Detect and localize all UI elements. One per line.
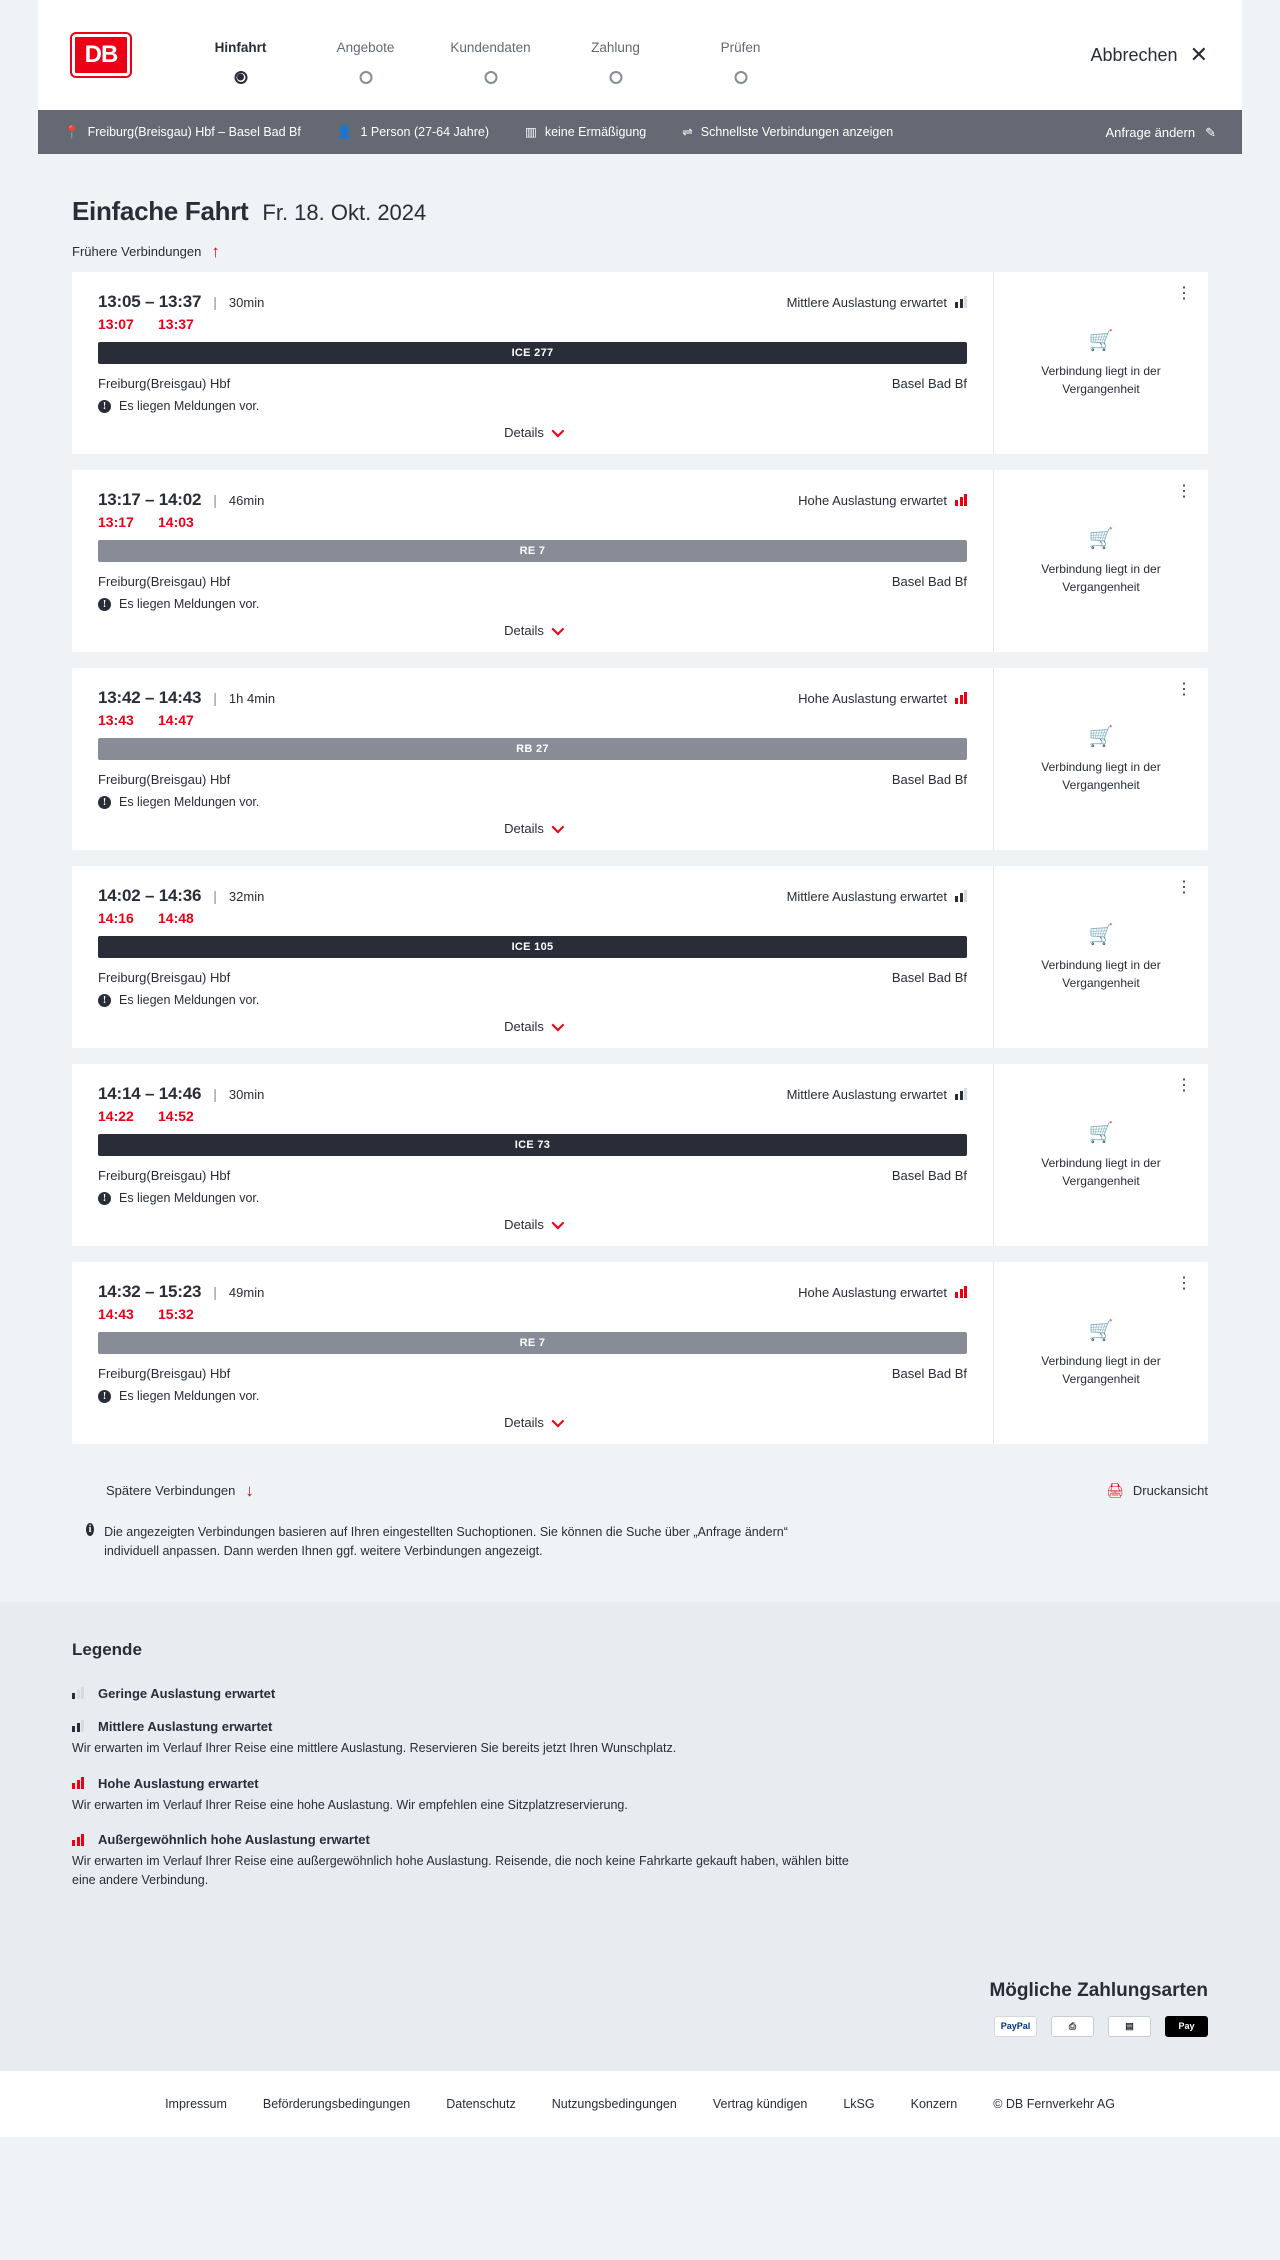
realtime-times: [98, 514, 967, 530]
step-dot-icon: [484, 71, 497, 84]
shopping-cart-icon: 🛒: [1088, 1320, 1114, 1343]
train-bar: ICE 73: [98, 1134, 967, 1156]
step-zahlung[interactable]: [553, 40, 678, 71]
close-icon[interactable]: ✕: [1189, 42, 1208, 67]
time-separator: |: [213, 1284, 217, 1300]
legend-item-head: [72, 1686, 1208, 1701]
departure-station: Freiburg(Breisgau) Hbf: [98, 376, 231, 391]
person-icon: 👤: [336, 124, 353, 139]
shopping-cart-icon: 🛒: [1088, 528, 1114, 551]
details-toggle-button[interactable]: [98, 1415, 967, 1430]
legend-title: Legende: [72, 1639, 142, 1659]
footer-link[interactable]: Nutzungsbedingungen: [551, 2096, 677, 2111]
train-bar: ICE 105: [98, 936, 967, 958]
chevron-down-icon: [551, 425, 564, 438]
past-connection-label: Verbindung liegt in der Vergangenheit: [1041, 364, 1161, 396]
realtime-departure: 14:43: [98, 1306, 134, 1322]
connection-header: [98, 1084, 967, 1104]
past-connection-label: Verbindung liegt in der Vergangenheit: [1041, 958, 1161, 990]
shopping-cart-icon: 🛒: [1088, 726, 1114, 749]
utilization-bars-icon: [955, 494, 967, 506]
utilization-indicator: [798, 691, 967, 706]
realtime-times: [98, 1306, 967, 1322]
service-message-text: Es liegen Meldungen vor.: [119, 1191, 260, 1205]
chevron-down-icon: [551, 1415, 564, 1428]
utilization-bars-icon: [72, 1720, 84, 1732]
connection-duration: 30min: [228, 294, 265, 310]
arrival-station: Basel Bad Bf: [891, 376, 967, 391]
details-label: Details: [504, 1217, 544, 1232]
printer-icon: 🖨: [1106, 1482, 1124, 1498]
exclamation-icon: !: [98, 1390, 111, 1403]
service-message[interactable]: [98, 993, 967, 1007]
train-bar: ICE 277: [98, 342, 967, 364]
service-message[interactable]: [98, 1389, 967, 1403]
stations-row: [98, 376, 967, 391]
realtime-departure: 14:16: [98, 910, 134, 926]
departure-station: Freiburg(Breisgau) Hbf: [98, 772, 231, 787]
connection-action-panel: [993, 668, 1208, 850]
connection-header: [98, 1282, 967, 1302]
connection-details: [72, 1262, 993, 1444]
footer-copyright: © DB Fernverkehr AG: [993, 2096, 1115, 2111]
connection-duration: 32min: [228, 888, 265, 904]
step-label: Zahlung: [591, 39, 640, 55]
legend-item-label: Mittlere Auslastung erwartet: [98, 1718, 273, 1734]
time-separator: |: [213, 294, 217, 310]
info-icon: i: [86, 1523, 94, 1536]
footer-link[interactable]: Beförderungsbedingungen: [262, 2096, 411, 2111]
service-message[interactable]: [98, 795, 967, 809]
connection-card[interactable]: [72, 1064, 1208, 1246]
footer-link[interactable]: Impressum: [165, 2096, 227, 2111]
page-title-row: [38, 154, 1242, 227]
legend-item-label: Außergewöhnlich hohe Auslastung erwartet: [98, 1832, 370, 1848]
utilization-indicator: [798, 1285, 967, 1300]
utilization-label: Mittlere Auslastung erwartet: [786, 1086, 947, 1102]
connection-details: [72, 668, 993, 850]
details-label: Details: [504, 1415, 544, 1430]
payment-methods-section: [0, 1952, 1280, 2071]
legend-item-head: [72, 1776, 1208, 1791]
details-label: Details: [504, 623, 544, 638]
list-footer: [38, 1460, 1242, 1511]
chevron-down-icon: [551, 1019, 564, 1032]
legend-item: [72, 1776, 1208, 1815]
sort-icon: ⇌: [682, 124, 693, 139]
utilization-label: Hohe Auslastung erwartet: [798, 492, 947, 508]
legend-item: [72, 1686, 1208, 1701]
realtime-departure: 13:07: [98, 316, 134, 332]
connections-list: [38, 272, 1242, 1444]
connection-card[interactable]: [72, 470, 1208, 652]
connection-header: [98, 490, 967, 510]
more-options-icon[interactable]: ⋮: [1176, 1077, 1192, 1094]
step-kundendaten[interactable]: [428, 40, 553, 71]
service-message-text: Es liegen Meldungen vor.: [119, 597, 260, 611]
connection-action-panel: [993, 1262, 1208, 1444]
details-label: Details: [504, 1019, 544, 1034]
step-dot-icon: [234, 71, 247, 84]
connection-duration: 1h 4min: [228, 690, 276, 706]
utilization-bars-icon: [955, 692, 967, 704]
connection-card[interactable]: [72, 272, 1208, 454]
service-message[interactable]: [98, 1191, 967, 1205]
arrival-station: Basel Bad Bf: [891, 1366, 967, 1381]
legend-item-label: Geringe Auslastung erwartet: [98, 1685, 276, 1701]
legend-item-desc: Wir erwarten im Verlauf Ihrer Reise eine mittlere Auslastung. Reservieren Sie bereits jetzt Ihren Wunschplatz.: [72, 1740, 677, 1755]
edit-query-button[interactable]: [1105, 125, 1220, 140]
search-options-note: [38, 1511, 838, 1602]
arrival-station: Basel Bad Bf: [891, 970, 967, 985]
realtime-departure: 13:43: [98, 712, 134, 728]
query-discount-label: keine Ermäßigung: [544, 125, 647, 139]
utilization-bars-icon: [72, 1834, 84, 1846]
time-separator: |: [213, 1086, 217, 1102]
pencil-icon: ✎: [1205, 124, 1216, 140]
more-options-icon[interactable]: ⋮: [1176, 1275, 1192, 1292]
details-toggle-button[interactable]: [98, 623, 967, 638]
utilization-bars-icon: [72, 1777, 84, 1789]
connection-time-range: 13:42 – 14:43: [98, 688, 202, 707]
connection-time-range: 13:05 – 13:37: [98, 292, 202, 311]
query-passengers-label: 1 Person (27-64 Jahre): [360, 125, 489, 139]
arrival-station: Basel Bad Bf: [891, 772, 967, 787]
cancel-label: Abbrechen: [1090, 44, 1178, 65]
past-connection-label: Verbindung liegt in der Vergangenheit: [1041, 562, 1161, 594]
travel-date: Fr. 18. Okt. 2024: [262, 200, 427, 225]
utilization-indicator: [798, 493, 967, 508]
connection-time-range: 14:32 – 15:23: [98, 1282, 202, 1301]
connection-duration: 30min: [228, 1086, 265, 1102]
footer-link[interactable]: Datenschutz: [446, 2096, 516, 2111]
connection-action-panel: [993, 272, 1208, 454]
realtime-arrival: 13:37: [158, 316, 194, 332]
query-route-label: Freiburg(Breisgau) Hbf – Basel Bad Bf: [87, 125, 301, 139]
utilization-indicator: [787, 889, 967, 904]
connection-time-range: 14:14 – 14:46: [98, 1084, 202, 1103]
more-options-icon[interactable]: ⋮: [1176, 879, 1192, 896]
utilization-label: Hohe Auslastung erwartet: [798, 1284, 947, 1300]
footer-link[interactable]: Vertrag kündigen: [712, 2096, 808, 2111]
later-connections-label: Spätere Verbindungen: [106, 1483, 236, 1498]
utilization-bars-icon: [955, 890, 967, 902]
time-separator: |: [213, 690, 217, 706]
arrow-down-icon: ↓: [245, 1481, 254, 1500]
shopping-cart-icon: 🛒: [1088, 330, 1114, 353]
step-hinfahrt[interactable]: [178, 40, 303, 71]
connection-card[interactable]: [72, 1262, 1208, 1444]
earlier-connections-label: Frühere Verbindungen: [72, 244, 202, 259]
exclamation-icon: !: [98, 994, 111, 1007]
realtime-departure: 14:22: [98, 1108, 134, 1124]
past-connection-label: Verbindung liegt in der Vergangenheit: [1041, 1156, 1161, 1188]
shopping-cart-icon: 🛒: [1088, 924, 1114, 947]
cancel-button[interactable]: [1090, 44, 1208, 66]
service-message-text: Es liegen Meldungen vor.: [119, 795, 260, 809]
connection-action-panel: [993, 1064, 1208, 1246]
credit-card-icon: ▤: [1108, 2016, 1151, 2037]
realtime-times: [98, 316, 967, 332]
time-separator: |: [213, 492, 217, 508]
realtime-arrival: 15:32: [158, 1306, 194, 1322]
query-sorting-label: Schnellste Verbindungen anzeigen: [700, 125, 894, 139]
legend-section: [0, 1602, 1280, 1952]
more-options-icon[interactable]: ⋮: [1176, 681, 1192, 698]
connection-details: [72, 1064, 993, 1246]
connection-duration: 49min: [228, 1284, 265, 1300]
realtime-times: [98, 1108, 967, 1124]
legend-item-desc: Wir erwarten im Verlauf Ihrer Reise eine außergewöhnlich hohe Auslastung. Reisende, die noch keine Fahrkarte gekauft haben, wählen bitte eine andere Verbindung.: [72, 1854, 849, 1887]
realtime-arrival: 14:48: [158, 910, 194, 926]
bahncard-icon: ▥: [525, 124, 537, 139]
utilization-bars-icon: [955, 1286, 967, 1298]
step-dot-icon: [734, 71, 747, 84]
train-bar: RE 7: [98, 1332, 967, 1354]
connection-action-panel: [993, 866, 1208, 1048]
connection-details: [72, 470, 993, 652]
apple-pay-icon: Pay: [1165, 2016, 1208, 2037]
exclamation-icon: !: [98, 400, 111, 413]
shopping-cart-icon: 🛒: [1088, 1122, 1114, 1145]
stations-row: [98, 970, 967, 985]
step-dot-icon: [359, 71, 372, 84]
step-label: Hinfahrt: [214, 39, 267, 55]
connection-details: [72, 272, 993, 454]
more-options-icon[interactable]: ⋮: [1176, 483, 1192, 500]
service-message-text: Es liegen Meldungen vor.: [119, 399, 260, 413]
stations-row: [98, 772, 967, 787]
chevron-down-icon: [551, 623, 564, 636]
later-connections-button[interactable]: [72, 1460, 288, 1511]
details-toggle-button[interactable]: [98, 1217, 967, 1232]
utilization-label: Mittlere Auslastung erwartet: [786, 294, 947, 310]
location-pin-icon: 📍: [64, 124, 80, 139]
details-toggle-button[interactable]: [98, 425, 967, 440]
details-toggle-button[interactable]: [98, 821, 967, 836]
earlier-connections-button[interactable]: [38, 227, 1242, 272]
query-sorting[interactable]: [664, 125, 911, 139]
utilization-bars-icon: [72, 1687, 84, 1699]
departure-station: Freiburg(Breisgau) Hbf: [98, 1168, 231, 1183]
legend-item-head: [72, 1832, 1208, 1847]
connection-header: [98, 688, 967, 708]
chevron-down-icon: [551, 821, 564, 834]
query-discount[interactable]: [507, 125, 664, 139]
connection-time-range: 14:02 – 14:36: [98, 886, 202, 905]
legend-items: [72, 1686, 1208, 1890]
stations-row: [98, 574, 967, 589]
app-header: [38, 0, 1242, 110]
step-label: Angebote: [336, 39, 395, 55]
exclamation-icon: !: [98, 1192, 111, 1205]
footer-link[interactable]: LkSG: [843, 2096, 875, 2111]
legend-item-head: [72, 1719, 1208, 1734]
departure-station: Freiburg(Breisgau) Hbf: [98, 970, 231, 985]
paypal-icon: PayPal: [994, 2016, 1037, 2037]
payment-methods-title: Mögliche Zahlungsarten: [989, 1979, 1208, 2001]
realtime-arrival: 14:52: [158, 1108, 194, 1124]
query-summary-bar: [38, 110, 1242, 154]
direct-debit-icon: ⎙: [1051, 2016, 1094, 2037]
footer-link[interactable]: Konzern: [910, 2096, 958, 2111]
connection-time-range: 13:17 – 14:02: [98, 490, 202, 509]
more-options-icon[interactable]: ⋮: [1176, 285, 1192, 302]
utilization-indicator: [787, 1087, 967, 1102]
print-view-button[interactable]: [1106, 1460, 1208, 1511]
site-footer: [0, 2071, 1280, 2137]
search-options-note-text: Die angezeigten Verbindungen basieren auf Ihren eingestellten Suchoptionen. Sie können die Suche über „Anfrage ändern“ individuell anpassen. Dann werden Ihnen ggf. weitere Verbindungen angezeigt.: [104, 1525, 788, 1559]
page-title: Einfache Fahrt: [72, 196, 249, 226]
departure-station: Freiburg(Breisgau) Hbf: [98, 574, 231, 589]
checkout-stepper: [178, 40, 803, 71]
arrival-station: Basel Bad Bf: [891, 1168, 967, 1183]
step-angebote[interactable]: [303, 40, 428, 71]
payment-icons: [994, 2016, 1208, 2037]
utilization-indicator: [787, 295, 967, 310]
departure-station: Freiburg(Breisgau) Hbf: [98, 1366, 231, 1381]
utilization-bars-icon: [955, 1088, 967, 1100]
query-route[interactable]: [60, 125, 319, 139]
train-bar: RB 27: [98, 738, 967, 760]
connection-card[interactable]: [72, 668, 1208, 850]
chevron-down-icon: [551, 1217, 564, 1230]
service-message[interactable]: [98, 399, 967, 413]
step-dot-icon: [609, 71, 622, 84]
arrow-up-icon: ↑: [211, 242, 220, 261]
utilization-label: Hohe Auslastung erwartet: [798, 690, 947, 706]
details-label: Details: [504, 425, 544, 440]
arrival-station: Basel Bad Bf: [891, 574, 967, 589]
utilization-bars-icon: [955, 296, 967, 308]
main-content: [0, 154, 1280, 1602]
past-connection-label: Verbindung liegt in der Vergangenheit: [1041, 760, 1161, 792]
time-separator: |: [213, 888, 217, 904]
details-toggle-button[interactable]: [98, 1019, 967, 1034]
legend-item: [72, 1832, 1208, 1890]
service-message[interactable]: [98, 597, 967, 611]
connection-header: [98, 292, 967, 312]
stations-row: [98, 1168, 967, 1183]
service-message-text: Es liegen Meldungen vor.: [119, 993, 260, 1007]
print-view-label: Druckansicht: [1132, 1483, 1208, 1498]
step-label: Kundendaten: [450, 39, 531, 55]
edit-query-label: Anfrage ändern: [1105, 124, 1196, 140]
details-label: Details: [504, 821, 544, 836]
legend-item-label: Hohe Auslastung erwartet: [98, 1775, 259, 1791]
connection-action-panel: [993, 470, 1208, 652]
connection-duration: 46min: [228, 492, 265, 508]
connection-details: [72, 866, 993, 1048]
service-message-text: Es liegen Meldungen vor.: [119, 1389, 260, 1403]
utilization-label: Mittlere Auslastung erwartet: [786, 888, 947, 904]
exclamation-icon: !: [98, 598, 111, 611]
step-prüfen[interactable]: [678, 40, 803, 71]
realtime-times: [98, 910, 967, 926]
connection-header: [98, 886, 967, 906]
realtime-departure: 13:17: [98, 514, 134, 530]
db-logo[interactable]: DB: [72, 34, 130, 76]
connection-card[interactable]: [72, 866, 1208, 1048]
exclamation-icon: !: [98, 796, 111, 809]
realtime-arrival: 14:47: [158, 712, 194, 728]
step-label: Prüfen: [720, 39, 761, 55]
legend-item: [72, 1719, 1208, 1758]
query-passengers[interactable]: [319, 125, 507, 139]
realtime-arrival: 14:03: [158, 514, 194, 530]
stations-row: [98, 1366, 967, 1381]
train-bar: RE 7: [98, 540, 967, 562]
legend-item-desc: Wir erwarten im Verlauf Ihrer Reise eine hohe Auslastung. Wir empfehlen eine Sitzplatzreservierung.: [72, 1797, 628, 1812]
past-connection-label: Verbindung liegt in der Vergangenheit: [1041, 1354, 1161, 1386]
realtime-times: [98, 712, 967, 728]
